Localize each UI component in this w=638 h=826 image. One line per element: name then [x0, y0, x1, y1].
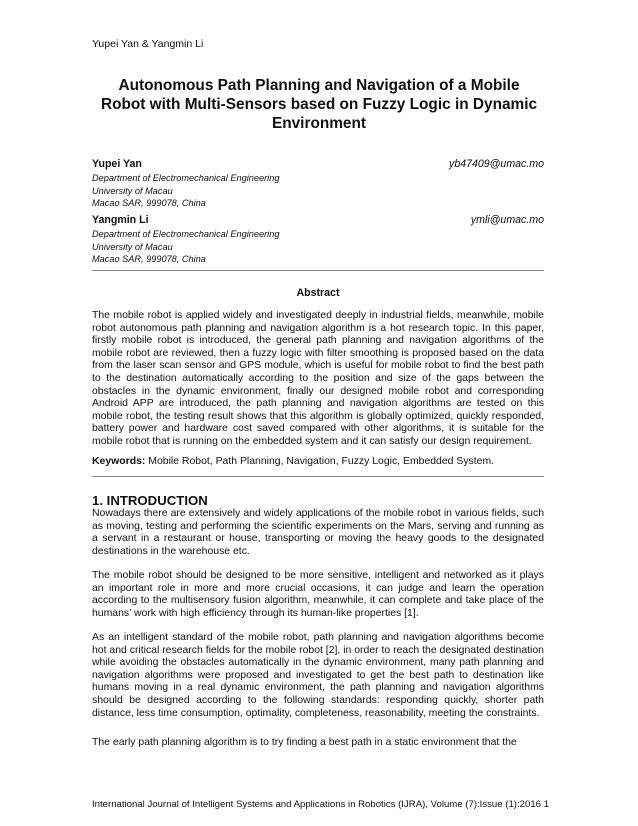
- divider: [92, 476, 544, 477]
- abstract-heading: Abstract: [296, 287, 340, 299]
- running-head: Yupei Yan & Yangmin Li: [92, 38, 204, 50]
- author-block-1: [92, 158, 544, 210]
- author-department: Department of Electromechanical Engineering: [92, 229, 280, 239]
- author-address: Macao SAR, 999078, China: [92, 198, 206, 208]
- intro-paragraph-3: As an intelligent standard of the mobile robot, path planning and navigation algorithms become hot and critical research fields for the mobile robot [2], in order to reach the designated destination while avoiding the obstacles automatically in the dynamic environment, many path planning and navigation algorithms were proposed and investigated to get the best path to destination like humans moving in a real dynamic environment, the path planning and navigation algorithms should be designed according to the following standards: responding quickly, shorter path distance, less time consumption, optimality, completeness, reasonability, meeting the constraints.: [92, 632, 544, 719]
- page-footer: International Journal of Intelligent Systems and Applications in Robotics (IJRA), Volume (7):Issue (1):2016 1: [92, 799, 550, 810]
- author-university: University of Macau: [92, 241, 173, 252]
- abstract-text: The mobile robot is applied widely and investigated deeply in industrial fields, meanwhile, mobile robot autonomous path planning and navigation algorithm is a hot research topic. In this paper, firstly mobile robot is introduced, the general path planning and navigation algorithms of the mobile robot are reviewed, then a fuzzy logic with filter smoothing is proposed based on the data from the laser scan sensor and GPS module, which is useful for mobile robot to find the best path to the destination automatically according to the position and size of the gaps between the obstacles in the dynamic environment, finally our designed mobile robot and corresponding Android APP are introduced, the path planning and navigation algorithms are tested on this mobile robot, the testing result shows that this algorithm is globally optimized, quickly responded, battery power and hardware cost saved compared with other algorithms, it is suitable for the mobile robot that is running on the embedded system and it can satisfy our design requirement.: [92, 310, 544, 447]
- author-department: Department of Electromechanical Engineering: [92, 173, 280, 183]
- author-university: University of Macau: [92, 185, 173, 196]
- keywords-label: Keywords:: [92, 456, 146, 467]
- keywords: [92, 456, 544, 469]
- intro-paragraph-2: The mobile robot should be designed to be more sensitive, intelligent and networked as it plays an important role in more and more crucial occasions, it can judge and learn the operation according to the multisensory fusion algorithm, meanwhile, it can complete and take place of the humans’ work with high efficiency through its human-like properties [1].: [92, 570, 544, 619]
- author-block-2: [92, 214, 544, 266]
- author-address: Macao SAR, 999078, China: [92, 254, 206, 264]
- author-name: Yangmin Li: [92, 214, 149, 226]
- intro-paragraph-4: The early path planning algorithm is to try finding a best path in a static environment that the: [92, 737, 517, 748]
- author-email: ymli@umac.mo: [470, 214, 544, 226]
- author-email: yb47409@umac.mo: [449, 158, 544, 170]
- intro-paragraph-1: Nowadays there are extensively and widely applications of the mobile robot in various fields, such as moving, testing and performing the scientific experiments on the Mars, serving and running as a servant in a restaurant or house, transporting or moving the heavy goods to the designated destinations in the warehouse etc.: [92, 508, 544, 557]
- paper-title: Autonomous Path Planning and Navigation of a Mobile Robot with Multi-Sensors based on Fuzzy Logic in Dynamic Environment: [100, 77, 538, 132]
- author-name: Yupei Yan: [92, 158, 142, 170]
- divider: [92, 270, 544, 271]
- section-heading: 1. INTRODUCTION: [92, 493, 208, 508]
- keywords-text: Mobile Robot, Path Planning, Navigation, Fuzzy Logic, Embedded System.: [148, 456, 495, 467]
